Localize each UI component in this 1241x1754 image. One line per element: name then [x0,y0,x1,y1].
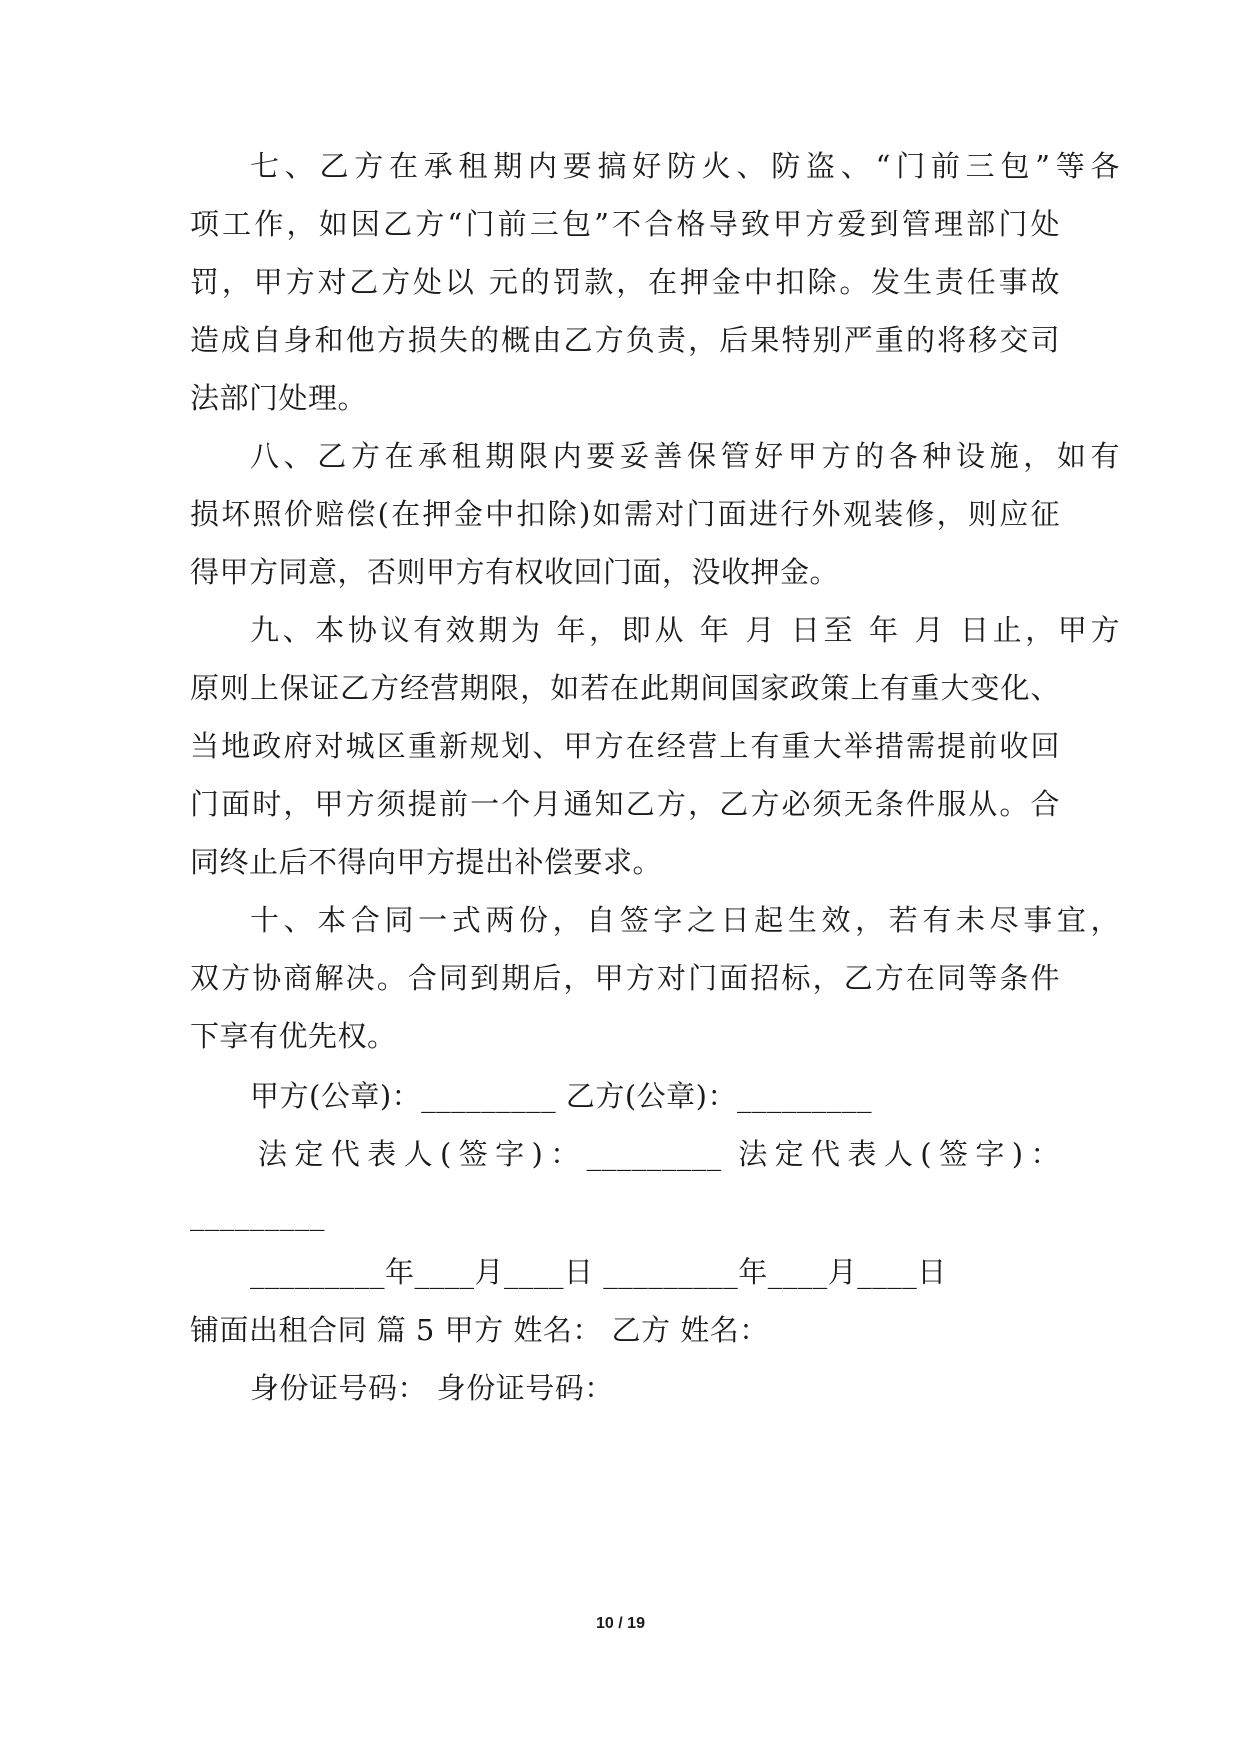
clause-10-line-2: 双方协商解决。合同到期后，甲方对门面招标，乙方在同等条件 [190,961,1060,995]
clause-7-line-1: 七、乙方在承租期内要搞好防火、防盗、“门前三包”等各 [250,149,1120,183]
clause-8-line-1: 八、乙方在承租期限内要妥善保管好甲方的各种设施，如有 [250,439,1120,473]
clause-9-line-1: 九、本协议有效期为 年，即从 年 月 日至 年 月 日止，甲方 [250,613,1120,647]
clause-7-line-4: 造成自身和他方损失的概由乙方负责，后果特别严重的将移交司 [190,323,1060,357]
date-line: _________年____月____日 _________年____月____日 [250,1255,947,1289]
clause-8-line-2: 损坏照价赔偿(在押金中扣除)如需对门面进行外观装修，则应征 [190,497,1060,531]
page-number: 10 / 19 [596,1615,645,1632]
clause-9-line-5: 同终止后不得向甲方提出补偿要求。 [190,845,663,879]
clause-10-line-3: 下享有优先权。 [190,1019,397,1053]
clause-7-line-5: 法部门处理。 [190,381,368,415]
representative-signature-line: 法定代表人(签字)：_________ 法定代表人(签字)： [258,1137,1060,1171]
clause-9-line-2: 原则上保证乙方经营期限，如若在此期间国家政策上有重大变化、 [190,671,1060,705]
clause-7-line-2: 项工作，如因乙方“门前三包”不合格导致甲方爱到管理部门处 [190,207,1060,241]
clause-10-line-1: 十、本合同一式两份，自签字之日起生效，若有未尽事宜， [250,903,1120,937]
id-number-line: 身份证号码： 身份证号码： [250,1371,614,1405]
clause-9-line-3: 当地政府对城区重新规划、甲方在经营上有重大举措需提前收回 [190,729,1060,763]
contract-5-heading-line: 铺面出租合同 篇 5 甲方 姓名： 乙方 姓名： [190,1313,769,1347]
clause-9-line-4: 门面时，甲方须提前一个月通知乙方，乙方必须无条件服从。合 [190,787,1060,821]
seal-line: 甲方(公章)：_________ 乙方(公章)：_________ [250,1079,872,1113]
clause-8-line-3: 得甲方同意，否则甲方有权收回门面，没收押金。 [190,555,840,589]
representative-signature-blank: _________ [190,1197,325,1231]
clause-7-line-3: 罚，甲方对乙方处以 元的罚款，在押金中扣除。发生责任事故 [190,265,1060,299]
